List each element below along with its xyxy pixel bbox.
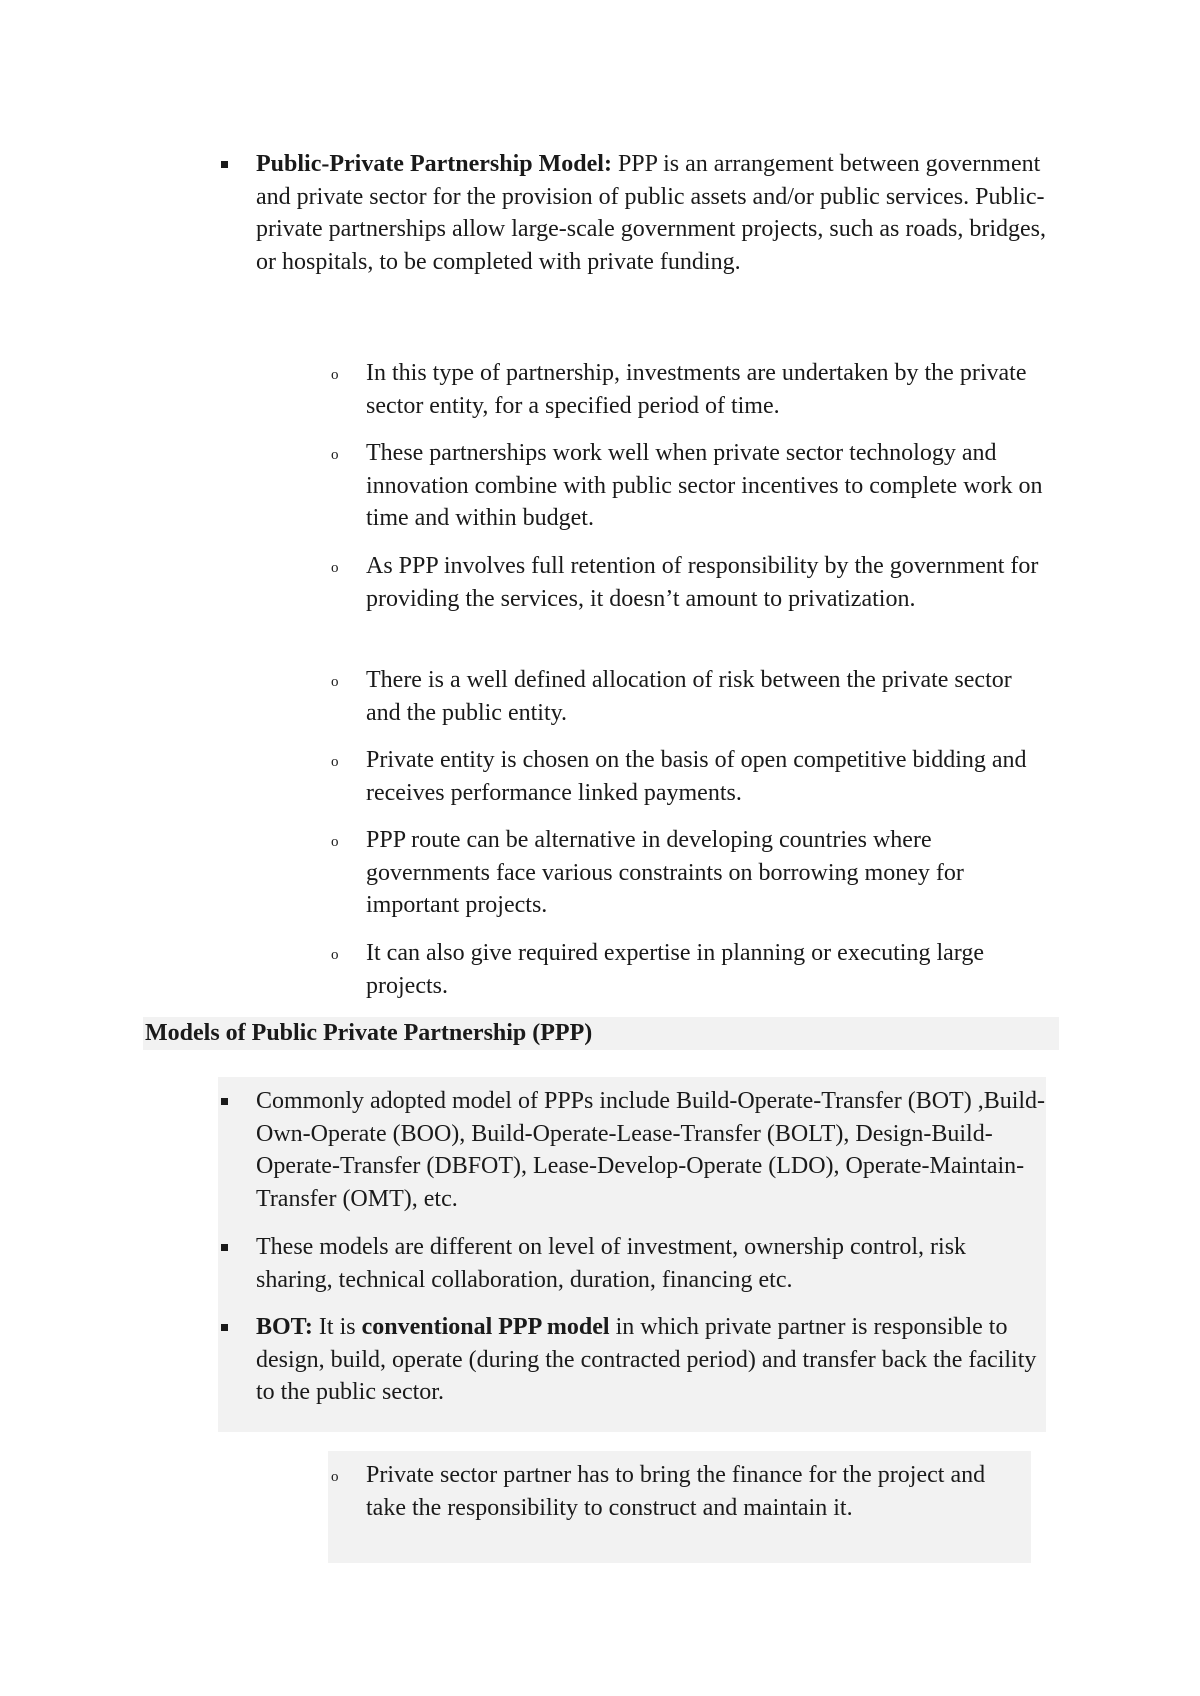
bullet-circle-icon: o <box>331 674 339 690</box>
models-heading: Models of Public Private Partnership (PPP) <box>145 1020 593 1046</box>
bot-text-pre: It is <box>312 1314 362 1340</box>
bot-paragraph <box>256 1311 1046 1409</box>
bullet-square-icon <box>221 1324 228 1331</box>
bullet-circle-icon: o <box>331 447 339 463</box>
bullet-circle-icon: o <box>331 754 339 770</box>
ppp-subpoint-6: PPP route can be alternative in developing countries where governments face various constraints on borrowing money for important projects. <box>366 827 964 918</box>
bullet-circle-icon: o <box>331 560 339 576</box>
ppp-subpoint-3: As PPP involves full retention of responsibility by the government for providing the services, it doesn’t amount to privatization. <box>366 553 1039 612</box>
ppp-subpoint-7: It can also give required expertise in planning or executing large projects. <box>366 940 984 999</box>
models-point-1: Commonly adopted model of PPPs include Build-Operate-Transfer (BOT) ,Build-Own-Operate (BOO), Build-Operate-Lease-Transfer (BOLT), Design-Build-Operate-Transfer (DBFOT), Lease-Develop-Operate (LDO), Operate-Maintain-Transfer (OMT), etc. <box>256 1088 1046 1212</box>
bot-subpoint: Private sector partner has to bring the finance for the project and take the responsibility to construct and maintain it. <box>366 1462 986 1521</box>
ppp-subpoint-5: Private entity is chosen on the basis of open competitive bidding and receives performance linked payments. <box>366 747 1027 806</box>
bot-text-bold: conventional PPP model <box>361 1314 610 1340</box>
bot-term: BOT: <box>256 1314 313 1340</box>
ppp-subpoint-4: There is a well defined allocation of risk between the private sector and the public entity. <box>366 667 1012 726</box>
bot-text-post: in which private partner is responsible to design, build, operate (during the contracted period) and transfer back the facility to the public sector. <box>256 1314 1037 1405</box>
bullet-square-icon <box>221 1244 228 1251</box>
ppp-subpoint-2: These partnerships work well when private sector technology and innovation combine with public sector incentives to complete work on time and within budget. <box>366 440 1043 531</box>
models-point-2: These models are different on level of investment, ownership control, risk sharing, technical collaboration, duration, financing etc. <box>256 1234 967 1293</box>
ppp-intro-paragraph <box>256 148 1046 278</box>
ppp-intro-term: Public-Private Partnership Model: <box>256 151 612 177</box>
bullet-circle-icon: o <box>331 947 339 963</box>
bullet-circle-icon: o <box>331 367 339 383</box>
bullet-square-icon <box>221 1098 228 1105</box>
bullet-square-icon <box>221 161 228 168</box>
bullet-circle-icon: o <box>331 834 339 850</box>
ppp-intro-text: PPP is an arrangement between government and private sector for the provision of public assets and/or public services. Public-private partnerships allow large-scale government projects, such as roads, bridges, or hospitals, to be completed with private funding. <box>256 151 1046 275</box>
bullet-circle-icon: o <box>331 1469 339 1485</box>
ppp-subpoint-1: In this type of partnership, investments are undertaken by the private sector entity, for a specified period of time. <box>366 360 1027 419</box>
